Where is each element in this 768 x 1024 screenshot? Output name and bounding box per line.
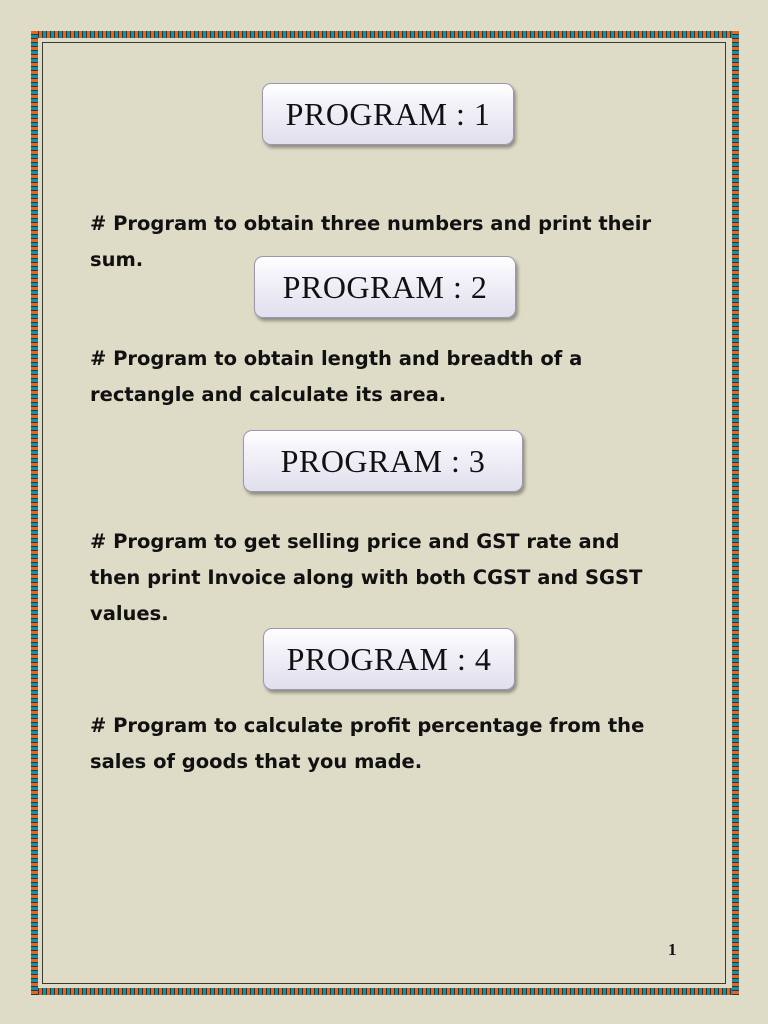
program-2-heading: PROGRAM : 2 [254,256,516,318]
page-border-right [732,31,739,995]
program-1-description: # Program to obtain three numbers and print their sum. [90,212,652,271]
program-3-description: # Program to get selling price and GST rate and then print Invoice along with both CGST and SGST values. [90,530,643,625]
page-number: 1 [668,940,677,959]
program-2-description: # Program to obtain length and breadth of a rectangle and calculate its area. [90,347,583,406]
page-border-inner-line [42,42,726,984]
program-3-heading: PROGRAM : 3 [243,430,523,492]
program-1-heading: PROGRAM : 1 [262,83,514,145]
page-border-top [31,31,739,38]
page-border-left [31,31,38,995]
program-4-description: # Program to calculate profit percentage from the sales of goods that you made. [90,714,645,773]
program-4-heading: PROGRAM : 4 [263,628,515,690]
page-border-bottom [31,988,739,995]
